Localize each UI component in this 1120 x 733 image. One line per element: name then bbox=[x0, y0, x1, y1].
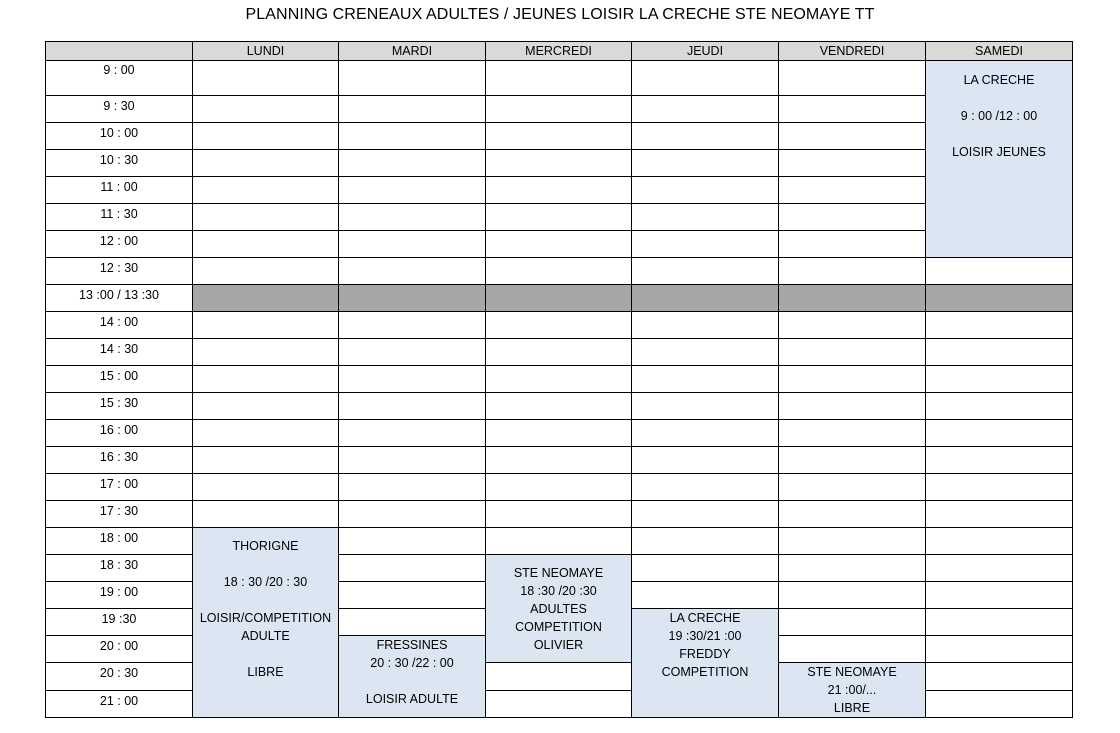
empty-slot bbox=[926, 636, 1073, 663]
empty-slot bbox=[339, 528, 486, 555]
empty-slot bbox=[486, 690, 632, 718]
empty-slot bbox=[779, 393, 926, 420]
time-text: 19 :30 bbox=[101, 612, 137, 626]
empty-slot bbox=[632, 420, 779, 447]
time-row bbox=[46, 528, 1073, 555]
empty-slot bbox=[339, 555, 486, 582]
session-line: COMPETITION bbox=[661, 665, 749, 679]
empty-slot bbox=[926, 582, 1073, 609]
empty-slot bbox=[632, 474, 779, 501]
empty-slot bbox=[339, 501, 486, 528]
empty-slot bbox=[779, 61, 926, 96]
time-row bbox=[46, 177, 1073, 204]
empty-slot bbox=[193, 474, 339, 501]
time-label bbox=[46, 528, 193, 555]
empty-slot bbox=[486, 312, 632, 339]
time-row bbox=[46, 96, 1073, 123]
day-header: VENDREDI bbox=[779, 42, 926, 61]
schedule-body bbox=[46, 61, 1073, 718]
empty-slot bbox=[486, 177, 632, 204]
time-text: 11 : 30 bbox=[100, 207, 138, 221]
time-row bbox=[46, 150, 1073, 177]
empty-slot bbox=[339, 366, 486, 393]
empty-slot bbox=[779, 636, 926, 663]
empty-slot bbox=[486, 393, 632, 420]
time-row bbox=[46, 447, 1073, 474]
time-label bbox=[46, 690, 193, 718]
session-type: LOISIR JEUNES bbox=[952, 145, 1046, 159]
session-place: STE NEOMAYE bbox=[807, 665, 897, 679]
empty-slot bbox=[486, 96, 632, 123]
empty-slot bbox=[779, 582, 926, 609]
time-text: 18 : 30 bbox=[99, 558, 139, 572]
empty-slot bbox=[193, 204, 339, 231]
time-label bbox=[46, 663, 193, 691]
session-block-lundi bbox=[193, 528, 339, 718]
time-row bbox=[46, 312, 1073, 339]
session-block-jeudi bbox=[632, 609, 779, 718]
session-note: LIBRE bbox=[247, 665, 284, 679]
time-label bbox=[46, 231, 193, 258]
empty-slot bbox=[339, 177, 486, 204]
time-row bbox=[46, 123, 1073, 150]
empty-slot bbox=[339, 609, 486, 636]
empty-slot bbox=[339, 258, 486, 285]
session-block-mercredi bbox=[486, 555, 632, 663]
session-line: ADULTES bbox=[530, 602, 587, 616]
time-text: 15 : 30 bbox=[99, 396, 139, 410]
session-line: OLIVIER bbox=[533, 638, 584, 652]
schedule-table bbox=[45, 41, 1073, 718]
session-block-mardi bbox=[339, 636, 486, 718]
empty-slot bbox=[779, 177, 926, 204]
session-type: ADULTE bbox=[241, 629, 290, 643]
empty-slot bbox=[193, 501, 339, 528]
lunch-break-cell bbox=[193, 285, 339, 312]
empty-slot bbox=[779, 555, 926, 582]
time-label bbox=[46, 339, 193, 366]
empty-slot bbox=[193, 420, 339, 447]
session-hours: 9 : 00 /12 : 00 bbox=[960, 109, 1038, 123]
time-label bbox=[46, 420, 193, 447]
spacer bbox=[926, 89, 1072, 107]
empty-slot bbox=[339, 339, 486, 366]
session-type: LOISIR/COMPETITION bbox=[199, 611, 332, 625]
empty-slot bbox=[339, 96, 486, 123]
lunch-break-cell bbox=[486, 285, 632, 312]
empty-slot bbox=[193, 177, 339, 204]
empty-slot bbox=[339, 123, 486, 150]
empty-slot bbox=[926, 501, 1073, 528]
empty-slot bbox=[779, 339, 926, 366]
session-hours: 19 :30/21 :00 bbox=[668, 629, 742, 643]
empty-slot bbox=[632, 501, 779, 528]
empty-slot bbox=[926, 339, 1073, 366]
time-label bbox=[46, 61, 193, 96]
empty-slot bbox=[926, 447, 1073, 474]
empty-slot bbox=[632, 339, 779, 366]
empty-slot bbox=[632, 61, 779, 96]
time-row bbox=[46, 258, 1073, 285]
empty-slot bbox=[926, 420, 1073, 447]
empty-slot bbox=[339, 447, 486, 474]
time-text: 14 : 00 bbox=[99, 315, 139, 329]
empty-slot bbox=[632, 447, 779, 474]
time-text: 20 : 30 bbox=[99, 666, 139, 680]
empty-slot bbox=[486, 231, 632, 258]
time-text: 18 : 00 bbox=[99, 531, 139, 545]
empty-slot bbox=[779, 474, 926, 501]
time-label bbox=[46, 366, 193, 393]
empty-slot bbox=[486, 123, 632, 150]
time-text: 16 : 30 bbox=[99, 450, 139, 464]
time-label bbox=[46, 312, 193, 339]
empty-slot bbox=[926, 258, 1073, 285]
day-header: SAMEDI bbox=[926, 42, 1073, 61]
session-line: FREDDY bbox=[679, 647, 731, 661]
empty-slot bbox=[486, 501, 632, 528]
time-label bbox=[46, 285, 193, 312]
header-row bbox=[46, 42, 1073, 61]
empty-slot bbox=[339, 61, 486, 96]
empty-slot bbox=[193, 123, 339, 150]
empty-slot bbox=[779, 609, 926, 636]
time-text: 17 : 30 bbox=[99, 504, 139, 518]
empty-slot bbox=[193, 150, 339, 177]
session-block-samedi bbox=[926, 61, 1073, 258]
empty-slot bbox=[779, 258, 926, 285]
time-text: 13 :00 / 13 :30 bbox=[79, 288, 159, 302]
empty-slot bbox=[779, 312, 926, 339]
empty-slot bbox=[486, 663, 632, 691]
time-label bbox=[46, 96, 193, 123]
time-text: 17 : 00 bbox=[99, 477, 139, 491]
empty-slot bbox=[926, 528, 1073, 555]
empty-slot bbox=[486, 447, 632, 474]
empty-slot bbox=[193, 96, 339, 123]
spacer bbox=[193, 591, 338, 609]
time-text: 14 : 30 bbox=[99, 342, 139, 356]
time-row bbox=[46, 474, 1073, 501]
empty-slot bbox=[632, 123, 779, 150]
empty-slot bbox=[632, 366, 779, 393]
time-text: 10 : 00 bbox=[99, 126, 139, 140]
empty-slot bbox=[486, 258, 632, 285]
time-label bbox=[46, 636, 193, 663]
session-place: THORIGNE bbox=[232, 539, 299, 553]
empty-slot bbox=[193, 339, 339, 366]
day-header: MARDI bbox=[339, 42, 486, 61]
time-label bbox=[46, 501, 193, 528]
spacer bbox=[339, 672, 485, 690]
header-corner bbox=[46, 42, 193, 61]
empty-slot bbox=[632, 96, 779, 123]
time-row bbox=[46, 339, 1073, 366]
empty-slot bbox=[926, 312, 1073, 339]
empty-slot bbox=[632, 177, 779, 204]
empty-slot bbox=[486, 420, 632, 447]
empty-slot bbox=[193, 393, 339, 420]
time-text: 20 : 00 bbox=[99, 639, 139, 653]
empty-slot bbox=[779, 96, 926, 123]
empty-slot bbox=[193, 61, 339, 96]
empty-slot bbox=[486, 528, 632, 555]
session-line: COMPETITION bbox=[515, 620, 602, 634]
empty-slot bbox=[926, 555, 1073, 582]
session-place: LA CRECHE bbox=[963, 73, 1035, 87]
spacer bbox=[926, 125, 1072, 143]
empty-slot bbox=[339, 474, 486, 501]
time-text: 21 : 00 bbox=[99, 693, 139, 708]
empty-slot bbox=[926, 663, 1073, 691]
empty-slot bbox=[779, 447, 926, 474]
session-place: STE NEOMAYE bbox=[513, 566, 604, 580]
empty-slot bbox=[339, 150, 486, 177]
empty-slot bbox=[632, 150, 779, 177]
time-label bbox=[46, 555, 193, 582]
time-row bbox=[46, 393, 1073, 420]
empty-slot bbox=[926, 609, 1073, 636]
time-row bbox=[46, 231, 1073, 258]
empty-slot bbox=[779, 528, 926, 555]
empty-slot bbox=[193, 258, 339, 285]
time-text: 12 : 00 bbox=[99, 234, 139, 248]
time-row bbox=[46, 61, 1073, 96]
time-label bbox=[46, 204, 193, 231]
empty-slot bbox=[779, 150, 926, 177]
time-text: 16 : 00 bbox=[99, 423, 139, 437]
empty-slot bbox=[632, 204, 779, 231]
empty-slot bbox=[339, 204, 486, 231]
empty-slot bbox=[632, 555, 779, 582]
page-title: PLANNING CRENEAUX ADULTES / JEUNES LOISIR LA CRECHE STE NEOMAYE TT bbox=[245, 6, 875, 23]
session-place: LA CRECHE bbox=[669, 611, 741, 625]
time-label bbox=[46, 582, 193, 609]
session-hours: 21 :00/... bbox=[827, 683, 877, 697]
empty-slot bbox=[779, 204, 926, 231]
spacer bbox=[193, 645, 338, 663]
empty-slot bbox=[632, 312, 779, 339]
day-header: MERCREDI bbox=[486, 42, 632, 61]
empty-slot bbox=[779, 420, 926, 447]
time-label bbox=[46, 123, 193, 150]
empty-slot bbox=[486, 366, 632, 393]
session-hours: 18 :30 /20 :30 bbox=[520, 584, 597, 598]
empty-slot bbox=[486, 150, 632, 177]
empty-slot bbox=[779, 501, 926, 528]
day-header: JEUDI bbox=[632, 42, 779, 61]
time-text: 10 : 30 bbox=[99, 153, 139, 167]
empty-slot bbox=[339, 312, 486, 339]
session-block-vendredi bbox=[779, 663, 926, 718]
time-text: 9 : 30 bbox=[103, 99, 135, 113]
empty-slot bbox=[486, 204, 632, 231]
lunch-break-cell bbox=[926, 285, 1073, 312]
empty-slot bbox=[779, 366, 926, 393]
time-row bbox=[46, 501, 1073, 528]
empty-slot bbox=[632, 528, 779, 555]
session-hours: 18 : 30 /20 : 30 bbox=[223, 575, 308, 589]
empty-slot bbox=[632, 393, 779, 420]
time-text: 11 : 00 bbox=[100, 180, 138, 194]
empty-slot bbox=[779, 231, 926, 258]
empty-slot bbox=[339, 582, 486, 609]
empty-slot bbox=[193, 231, 339, 258]
time-row bbox=[46, 366, 1073, 393]
empty-slot bbox=[926, 393, 1073, 420]
empty-slot bbox=[193, 312, 339, 339]
empty-slot bbox=[339, 231, 486, 258]
empty-slot bbox=[486, 339, 632, 366]
time-label bbox=[46, 258, 193, 285]
time-row bbox=[46, 420, 1073, 447]
time-row bbox=[46, 285, 1073, 312]
lunch-break-cell bbox=[339, 285, 486, 312]
empty-slot bbox=[926, 690, 1073, 718]
empty-slot bbox=[779, 123, 926, 150]
empty-slot bbox=[339, 420, 486, 447]
time-label bbox=[46, 609, 193, 636]
time-label bbox=[46, 393, 193, 420]
empty-slot bbox=[926, 366, 1073, 393]
lunch-break-cell bbox=[779, 285, 926, 312]
empty-slot bbox=[339, 393, 486, 420]
session-note: LIBRE bbox=[833, 701, 871, 715]
time-text: 19 : 00 bbox=[99, 585, 139, 599]
time-label bbox=[46, 150, 193, 177]
empty-slot bbox=[632, 258, 779, 285]
empty-slot bbox=[926, 474, 1073, 501]
spacer bbox=[193, 555, 338, 573]
time-label bbox=[46, 447, 193, 474]
empty-slot bbox=[486, 61, 632, 96]
empty-slot bbox=[193, 447, 339, 474]
empty-slot bbox=[632, 231, 779, 258]
empty-slot bbox=[632, 582, 779, 609]
time-label bbox=[46, 177, 193, 204]
time-text: 9 : 00 bbox=[103, 63, 135, 77]
session-type: LOISIR ADULTE bbox=[365, 692, 459, 706]
time-text: 15 : 00 bbox=[99, 369, 139, 383]
session-place: FRESSINES bbox=[376, 638, 448, 652]
time-text: 12 : 30 bbox=[99, 261, 139, 275]
day-header: LUNDI bbox=[193, 42, 339, 61]
time-label bbox=[46, 474, 193, 501]
empty-slot bbox=[486, 474, 632, 501]
lunch-break-cell bbox=[632, 285, 779, 312]
empty-slot bbox=[193, 366, 339, 393]
session-hours: 20 : 30 /22 : 00 bbox=[370, 656, 454, 670]
time-row bbox=[46, 204, 1073, 231]
